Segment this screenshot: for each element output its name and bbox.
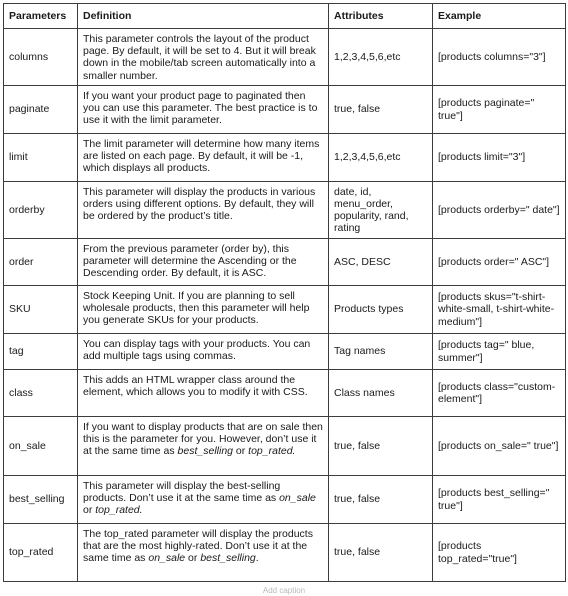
table-row — [4, 182, 566, 239]
definition-emphasis: top_rated. — [95, 504, 143, 517]
attributes-cell: Tag names — [329, 334, 433, 370]
param-cell: class — [4, 370, 78, 417]
param-cell: paginate — [4, 86, 78, 134]
table-row — [4, 417, 566, 476]
definition-emphasis: best_selling — [200, 552, 256, 565]
example-cell: [products skus="t-shirt-white-small, t-shirt-white-medium"] — [433, 286, 566, 334]
attributes-cell: true, false — [329, 417, 433, 476]
example-cell: [products tag=" blue, summer"] — [433, 334, 566, 370]
definition-emphasis: top_rated. — [248, 445, 296, 458]
param-cell: order — [4, 239, 78, 286]
definition-text: This parameter will display the best-selling products. Don’t use it at the same time as — [83, 480, 281, 505]
header-example: Example — [433, 4, 566, 29]
attributes-cell: ASC, DESC — [329, 239, 433, 286]
example-cell: [products paginate=" true"] — [433, 86, 566, 134]
example-cell: [products best_selling=" true"] — [433, 476, 566, 524]
header-attributes: Attributes — [329, 4, 433, 29]
table-row — [4, 476, 566, 524]
example-cell: [products limit="3"] — [433, 134, 566, 182]
example-cell: [products on_sale=" true"] — [433, 417, 566, 476]
attributes-cell: Class names — [329, 370, 433, 417]
param-cell: top_rated — [4, 524, 78, 582]
table-row — [4, 334, 566, 370]
table-header-row — [4, 4, 566, 29]
definition-emphasis: on_sale — [148, 552, 186, 565]
attributes-cell: Products types — [329, 286, 433, 334]
example-cell: [products top_rated="true"] — [433, 524, 566, 582]
definition-cell: The limit parameter will determine how many items are listed on each page. By default, it will be -1, which displays all products. — [78, 134, 329, 182]
definition-cell — [78, 524, 329, 582]
parameters-table — [3, 3, 566, 582]
definition-cell: This parameter controls the layout of the product page. By default, it will be set to 4. But it will break down in the mobile/tab screen automatically into a smaller number. — [78, 29, 329, 86]
attributes-cell: true, false — [329, 524, 433, 582]
definition-cell: If you want your product page to paginated then you can use this parameter. The best practice is to use it with the limit parameter. — [78, 86, 329, 134]
definition-emphasis: on_sale — [279, 492, 316, 505]
attributes-cell: date, id, menu_order, popularity, rand, rating — [329, 182, 433, 239]
definition-cell: This adds an HTML wrapper class around the element, which allows you to modify it with CSS. — [78, 370, 329, 417]
definition-cell: From the previous parameter (order by), this parameter will determine the Ascending or the Descending order. By default, it is ASC. — [78, 239, 329, 286]
definition-cell — [78, 417, 329, 476]
example-cell: [products order=" ASC"] — [433, 239, 566, 286]
add-caption-placeholder[interactable]: Add caption — [262, 586, 306, 595]
param-cell: best_selling — [4, 476, 78, 524]
definition-cell — [78, 476, 329, 524]
attributes-cell: 1,2,3,4,5,6,etc — [329, 134, 433, 182]
attributes-cell: true, false — [329, 86, 433, 134]
param-cell: orderby — [4, 182, 78, 239]
definition-emphasis: best_selling — [177, 445, 233, 458]
param-cell: on_sale — [4, 417, 78, 476]
table-row — [4, 86, 566, 134]
table-row — [4, 29, 566, 86]
param-cell: limit — [4, 134, 78, 182]
definition-text: . — [255, 552, 259, 565]
table-row — [4, 524, 566, 582]
definition-text: or — [233, 445, 249, 458]
definition-text: or — [185, 552, 201, 565]
definition-cell: This parameter will display the products in various orders using different options. By default, they will be ordered by the product’s title. — [78, 182, 329, 239]
definition-text: or — [83, 504, 96, 517]
definition-cell: Stock Keeping Unit. If you are planning to sell wholesale products, then this parameter will help you generate SKUs for your products. — [78, 286, 329, 334]
definition-cell: You can display tags with your products. You can add multiple tags using commas. — [78, 334, 329, 370]
param-cell: tag — [4, 334, 78, 370]
definition-text: The top_rated parameter will display the products that are the most highly-rated. Don’t use it at the same time as — [83, 528, 313, 565]
example-cell: [products class="custom-element"] — [433, 370, 566, 417]
example-cell: [products orderby=" date"] — [433, 182, 566, 239]
param-cell: columns — [4, 29, 78, 86]
definition-text: If you want to display products that are on sale then this is the parameter for you. However, don’t use it at the same time as — [83, 421, 323, 458]
attributes-cell: true, false — [329, 476, 433, 524]
table-row — [4, 134, 566, 182]
table-row — [4, 239, 566, 286]
param-cell: SKU — [4, 286, 78, 334]
attributes-cell: 1,2,3,4,5,6,etc — [329, 29, 433, 86]
example-cell: [products columns="3"] — [433, 29, 566, 86]
table-row — [4, 286, 566, 334]
header-parameters: Parameters — [4, 4, 78, 29]
header-definition: Definition — [78, 4, 329, 29]
table-row — [4, 370, 566, 417]
